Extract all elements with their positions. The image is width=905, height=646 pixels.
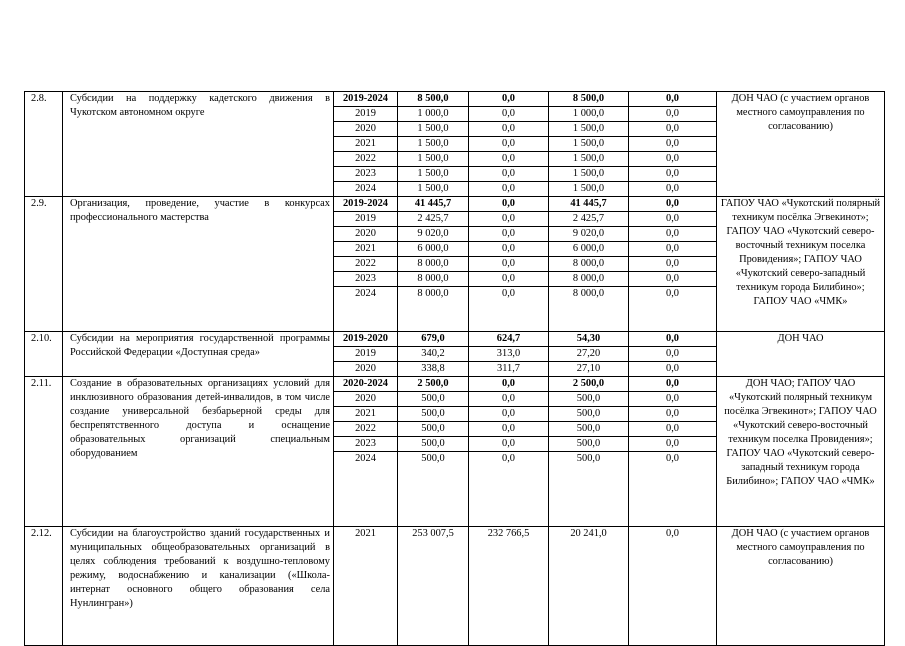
measure-row — [25, 377, 885, 392]
period-cell: 2019-2024 — [334, 92, 398, 107]
regional-budget-cell: 1 500,0 — [549, 137, 629, 152]
total-cell: 9 020,0 — [398, 227, 469, 242]
regional-budget-cell: 8 000,0 — [549, 272, 629, 287]
period-cell: 2023 — [334, 167, 398, 182]
federal-budget-cell: 0,0 — [469, 212, 549, 227]
regional-budget-cell: 27,20 — [549, 347, 629, 362]
regional-budget-cell: 1 500,0 — [549, 182, 629, 197]
measure-number: 2.11. — [25, 377, 63, 527]
total-cell: 2 500,0 — [398, 377, 469, 392]
regional-budget-cell: 8 000,0 — [549, 257, 629, 272]
measure-row — [25, 92, 885, 107]
total-cell: 253 007,5 — [398, 527, 469, 646]
federal-budget-cell: 0,0 — [469, 287, 549, 332]
regional-budget-cell: 20 241,0 — [549, 527, 629, 646]
total-cell: 500,0 — [398, 422, 469, 437]
other-sources-cell: 0,0 — [629, 242, 717, 257]
measure-row — [25, 527, 885, 646]
period-cell: 2021 — [334, 242, 398, 257]
federal-budget-cell: 0,0 — [469, 227, 549, 242]
federal-budget-cell: 0,0 — [469, 92, 549, 107]
period-cell: 2019-2020 — [334, 332, 398, 347]
other-sources-cell: 0,0 — [629, 407, 717, 422]
other-sources-cell: 0,0 — [629, 182, 717, 197]
period-cell: 2020 — [334, 227, 398, 242]
measure-executor: ДОН ЧАО — [717, 332, 885, 377]
other-sources-cell: 0,0 — [629, 362, 717, 377]
measure-row — [25, 197, 885, 212]
regional-budget-cell: 2 425,7 — [549, 212, 629, 227]
regional-budget-cell: 2 500,0 — [549, 377, 629, 392]
federal-budget-cell: 0,0 — [469, 152, 549, 167]
regional-budget-cell: 500,0 — [549, 407, 629, 422]
measure-number: 2.12. — [25, 527, 63, 646]
federal-budget-cell: 0,0 — [469, 182, 549, 197]
period-cell: 2022 — [334, 422, 398, 437]
regional-budget-cell: 1 000,0 — [549, 107, 629, 122]
federal-budget-cell: 0,0 — [469, 422, 549, 437]
regional-budget-cell: 500,0 — [549, 392, 629, 407]
total-cell: 8 000,0 — [398, 257, 469, 272]
total-cell: 8 000,0 — [398, 272, 469, 287]
total-cell: 1 500,0 — [398, 122, 469, 137]
measure-executor: ГАПОУ ЧАО «Чукотский полярный техникум посёлка Эгвекинот»; ГАПОУ ЧАО «Чукотский северо-восточный техникум поселка Провидения»; ГАПОУ ЧАО «Чукотский северо-западный техникум города Билибино»; ГАПОУ ЧАО «ЧМК» — [717, 197, 885, 332]
regional-budget-cell: 1 500,0 — [549, 152, 629, 167]
period-cell: 2021 — [334, 527, 398, 646]
measure-number: 2.10. — [25, 332, 63, 377]
period-cell: 2020 — [334, 392, 398, 407]
federal-budget-cell: 0,0 — [469, 107, 549, 122]
total-cell: 6 000,0 — [398, 242, 469, 257]
measure-name: Субсидии на поддержку кадетского движения в Чукотском автономном округе — [63, 92, 334, 197]
regional-budget-cell: 54,30 — [549, 332, 629, 347]
total-cell: 2 425,7 — [398, 212, 469, 227]
regional-budget-cell: 6 000,0 — [549, 242, 629, 257]
regional-budget-cell: 9 020,0 — [549, 227, 629, 242]
total-cell: 500,0 — [398, 407, 469, 422]
measure-executor: ДОН ЧАО (с участием органов местного самоуправления по согласованию) — [717, 527, 885, 646]
total-cell: 41 445,7 — [398, 197, 469, 212]
total-cell: 340,2 — [398, 347, 469, 362]
period-cell: 2019-2024 — [334, 197, 398, 212]
other-sources-cell: 0,0 — [629, 347, 717, 362]
other-sources-cell: 0,0 — [629, 422, 717, 437]
total-cell: 8 500,0 — [398, 92, 469, 107]
total-cell: 1 500,0 — [398, 152, 469, 167]
regional-budget-cell: 500,0 — [549, 422, 629, 437]
regional-budget-cell: 500,0 — [549, 437, 629, 452]
period-cell: 2021 — [334, 407, 398, 422]
federal-budget-cell: 0,0 — [469, 452, 549, 527]
total-cell: 338,8 — [398, 362, 469, 377]
federal-budget-cell: 0,0 — [469, 167, 549, 182]
other-sources-cell: 0,0 — [629, 167, 717, 182]
period-cell: 2019 — [334, 347, 398, 362]
total-cell: 500,0 — [398, 392, 469, 407]
federal-budget-cell: 0,0 — [469, 197, 549, 212]
measure-name: Организация, проведение, участие в конкурсах профессионального мастерства — [63, 197, 334, 332]
total-cell: 500,0 — [398, 452, 469, 527]
federal-budget-cell: 0,0 — [469, 392, 549, 407]
total-cell: 1 500,0 — [398, 182, 469, 197]
period-cell: 2020-2024 — [334, 377, 398, 392]
federal-budget-cell: 0,0 — [469, 242, 549, 257]
other-sources-cell: 0,0 — [629, 92, 717, 107]
other-sources-cell: 0,0 — [629, 287, 717, 332]
period-cell: 2019 — [334, 107, 398, 122]
period-cell: 2024 — [334, 452, 398, 527]
federal-budget-cell: 0,0 — [469, 407, 549, 422]
other-sources-cell: 0,0 — [629, 197, 717, 212]
other-sources-cell: 0,0 — [629, 152, 717, 167]
program-measures-table — [24, 91, 885, 646]
other-sources-cell: 0,0 — [629, 527, 717, 646]
other-sources-cell: 0,0 — [629, 437, 717, 452]
regional-budget-cell: 8 000,0 — [549, 287, 629, 332]
other-sources-cell: 0,0 — [629, 392, 717, 407]
other-sources-cell: 0,0 — [629, 272, 717, 287]
other-sources-cell: 0,0 — [629, 137, 717, 152]
period-cell: 2020 — [334, 362, 398, 377]
period-cell: 2023 — [334, 272, 398, 287]
measure-number: 2.8. — [25, 92, 63, 197]
total-cell: 1 000,0 — [398, 107, 469, 122]
period-cell: 2020 — [334, 122, 398, 137]
regional-budget-cell: 41 445,7 — [549, 197, 629, 212]
federal-budget-cell: 0,0 — [469, 257, 549, 272]
table-body — [25, 92, 885, 646]
measure-row — [25, 332, 885, 347]
federal-budget-cell: 0,0 — [469, 377, 549, 392]
regional-budget-cell: 500,0 — [549, 452, 629, 527]
measure-executor: ДОН ЧАО; ГАПОУ ЧАО «Чукотский полярный техникум посёлка Эгвекинот»; ГАПОУ ЧАО «Чукотский северо-восточный техникум поселка Провидения»; ГАПОУ ЧАО «Чукотский северо-западный техникум города Билибино»; ГАПОУ ЧАО «ЧМК» — [717, 377, 885, 527]
federal-budget-cell: 0,0 — [469, 437, 549, 452]
other-sources-cell: 0,0 — [629, 377, 717, 392]
measure-name: Создание в образовательных организациях условий для инклюзивного образования детей-инвалидов, в том числе создание универсальной безбарьерной среды для беспрепятственного доступа и оснащение образовательных организаций специальным оборудованием — [63, 377, 334, 527]
total-cell: 1 500,0 — [398, 137, 469, 152]
regional-budget-cell: 27,10 — [549, 362, 629, 377]
period-cell: 2024 — [334, 182, 398, 197]
federal-budget-cell: 311,7 — [469, 362, 549, 377]
other-sources-cell: 0,0 — [629, 122, 717, 137]
other-sources-cell: 0,0 — [629, 452, 717, 527]
measure-executor: ДОН ЧАО (с участием органов местного самоуправления по согласованию) — [717, 92, 885, 197]
regional-budget-cell: 8 500,0 — [549, 92, 629, 107]
period-cell: 2021 — [334, 137, 398, 152]
period-cell: 2019 — [334, 212, 398, 227]
other-sources-cell: 0,0 — [629, 332, 717, 347]
federal-budget-cell: 0,0 — [469, 137, 549, 152]
federal-budget-cell: 232 766,5 — [469, 527, 549, 646]
total-cell: 679,0 — [398, 332, 469, 347]
federal-budget-cell: 0,0 — [469, 272, 549, 287]
measure-name: Субсидии на мероприятия государственной программы Российской Федерации «Доступная среда» — [63, 332, 334, 377]
measure-number: 2.9. — [25, 197, 63, 332]
federal-budget-cell: 624,7 — [469, 332, 549, 347]
federal-budget-cell: 313,0 — [469, 347, 549, 362]
other-sources-cell: 0,0 — [629, 227, 717, 242]
total-cell: 8 000,0 — [398, 287, 469, 332]
total-cell: 1 500,0 — [398, 167, 469, 182]
period-cell: 2023 — [334, 437, 398, 452]
regional-budget-cell: 1 500,0 — [549, 167, 629, 182]
regional-budget-cell: 1 500,0 — [549, 122, 629, 137]
other-sources-cell: 0,0 — [629, 107, 717, 122]
other-sources-cell: 0,0 — [629, 212, 717, 227]
total-cell: 500,0 — [398, 437, 469, 452]
period-cell: 2022 — [334, 152, 398, 167]
period-cell: 2022 — [334, 257, 398, 272]
federal-budget-cell: 0,0 — [469, 122, 549, 137]
measure-name: Субсидии на благоустройство зданий государственных и муниципальных общеобразовательных организаций в целях соблюдения требований к воздушно-тепловому режиму, водоснабжению и канализации («Школа-интернат основного общего образования села Нунлингран») — [63, 527, 334, 646]
period-cell: 2024 — [334, 287, 398, 332]
other-sources-cell: 0,0 — [629, 257, 717, 272]
